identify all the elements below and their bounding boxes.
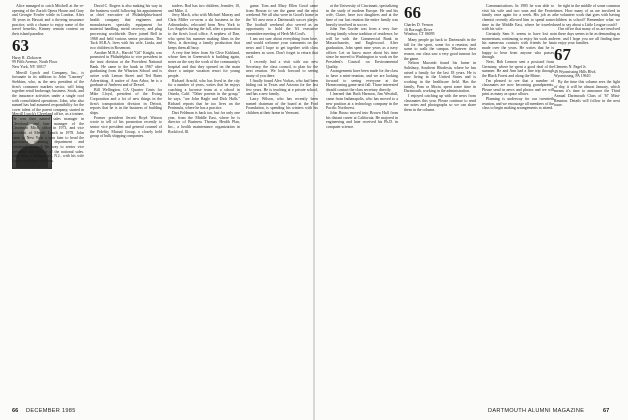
class-secretary-address: Charles D. Vernon 16 Borough Drive Windsor, CT 06095 [404,23,435,37]
column-8 [554,4,620,401]
class-year-heading: 67 [554,44,571,64]
column-paragraph: Communications. In 1985 he was able to visit his wife and two sons and the Ferrie family once again for a week. His job as a chemist recently allowed him to spend some time in the Middle East, where he traveled with his wife. [482,4,554,32]
left-issue-date: DECEMBER 1985 [26,408,76,414]
column-paragraph: game. Tom and Mary Ellen Good came from Boston to see the game and the next weekend. We all also were in Good's home in the '63 area near a Dartmouth soccer player. The football weekend also served as an opportunity to hold the '63 executive committee meeting of Herb McCord's. [246,4,318,36]
column-paragraph: I enjoyed catching up with the news from classmates this year. Please continue to send me notes and photographs so we can share them in the column. [404,93,476,112]
column-5 [326,4,398,401]
column-paragraph: traders. Rod has two children, Jennifer, 10, and Mike, 4. [168,4,240,13]
column-paragraph: Planning is underway for our twentieth reunion, and we encourage all members of the class to begin making arrangements to attend. [482,97,554,111]
right-page-number: 67 [603,408,610,414]
column-paragraph: at the University of Cincinnati, specializing in the study of modern Europe. He and his wife, Claire, have two daughters and at the time of our last reunion the entire family was heavily involved in soccer. [326,4,398,27]
column-paragraph: John Russo moved into Brown Hall from his distant career at California. He majored in engineering and later received his Ph.D. in computer science. [326,111,398,130]
column-paragraph: I finally found Alex Vorkas, who had been hiding out in Texas and Arizona for the last few years. He is teaching at a private school, and has a new family. [246,78,318,97]
class-year-heading: 66 [404,4,421,22]
column-paragraph: Next, Bob Lennon sent a postcard from Germany, where he spent a good deal of the summer. He and Ann had a fine trip through the Black Forest and along the Rhine. [482,59,554,78]
column-paragraph: Dart Feldman is back too, but for only one year, from the Middle East, where he is director of Business Thomas Health Plan, Inc., a health maintenance organization in Rockford, Ill. [168,111,240,134]
column-paragraph: Bill Wellington, CA Quarter Cents for Mike Lloyd, president of the Ewing Corporation and a lot of new things in the firm's transportation division in Detroit, reports that he is in the business of building ships. [90,87,162,116]
column-paragraph: Arrangements have been made for the class to have a mini-reunion, and we are looking forward to seeing everyone at the Homecoming game next fall. Those interested should contact the class secretary directly. [326,69,398,92]
column-paragraph: I'm pleased to see that a number of classmates are now becoming grandparents. Please send in news and photos and we will print as many as space allows. [482,78,554,97]
class-secretary-address: Harry R. Zlokower 99 Fifth Avenue, North Floor New York, NY 10017 [12,55,58,69]
column-4 [246,4,318,401]
column-1 [12,4,84,401]
column-paragraph: Alice managed to catch Mitchell at the re-opening of the Zurich Opera House and Gary and Georgie Fowler while in London. After 36 years in Hawaii and a thriving insurance practice, with a chance to enjoy some of the travel benefits, Kinney remain content on their island paradise. [12,4,84,36]
column-paragraph: Richard Arnold, who has lived in the city for a number of years, writes that he enjoys coaching a lacrosse team at a school in Orinda, Calif. "Other parents in the group," he says, "are John Ragle and Dick Halls." Richard reports that he too lives on the Peninsula, where he has a practice. [168,78,240,111]
column-6 [404,4,476,401]
left-page-number: 66 [12,408,19,414]
column-paragraph: By the time this column sees the light of day, it will be almost January, which means it's time to announce the Third Annual Dartmouth Class of '67 Mini-Reunion. Details will follow in the next issue. [554,79,620,108]
column-paragraph: Nelson Macomb found his home in Salisbury, Southern Rhodesia, where he has raised a family for the last 18 years. He is now living in the United States and is working in the healthcare field. Has the family, Pam or Moria, spent some time in Dartmouth, working in the administration. [404,61,476,94]
column-paragraph: Certainly Sam S. seems to have lost no momentum, continuing to enjoy his work and his numerous contacts with friends he has made over the years. He writes that he is happy to hear from anyone who passes through. [482,31,554,60]
column-paragraph: I am not sure about everything from here, and would welcome your comments on the news and I hope to get together with class members as soon. Don't forget to return that card. [246,36,318,60]
column-paragraph: Former president Jerrett Boyd Watson wrote to tell of his promotion recently to senior vice president and general counsel of the Fidelity Mutual Group, a closely held group of bulk shipping companies. [90,115,162,139]
column-paragraph: I learned that Ruth Harmon, Jim Westfall, came from Indianapolis, who has moved to a new position at a technology company in the Pacific Northwest. [326,92,398,111]
column-paragraph: Merrill Lynch and Company, Inc., is fortunate in its addition to John "Laurney" Stebbins, who, as the new president of the firm's consumer markets sector, will bring together retail brokerage, business. Stock, and the insurance activities under a single roof with consolidated operations. John, who also named has had assumed responsibility for the cover talent of the parent company, started in Merrill Lynch's Cleveland office, as a trainee. He was then named sales manager in Cleveland, and later manager of the Cincinnati Mich. office in 1973, and vice president of Merrill Lynch in 1978. John came to New York a year later to head the operations planning department and continued to work his way to senior vice president and director of the national sales. John lives in Ridgewood, N.J., with his wife Louise, and three children. [12,70,84,164]
column-paragraph: be right in the middle of some common times. How many of us are involved in the volunteer work that goes with having children in school? Remember what we used to say about a Little League coach? [554,4,620,27]
column-paragraph: Larry Wilson, who has recently been named chairman of the board at the Ford Foundation, is spending his winters with his children at their home in Vermont. [246,97,318,116]
column-paragraph: Many people go back to Dartmouth in the fall for the sport, some for a reunion, and some to walk the campus. Whatever their reason, our class saw a very good turnout for the game. [404,37,476,61]
column-paragraph: A very fine letter from Sir Clive Kirkland, whose firm in Greenwich is building again, notes on the way the work of the community's hospital and that they opened on the main shore a unique vacation resort for young people. [168,50,240,78]
column-paragraph: Our office that many of us are involved in these days seems to be as demanding as ever, and I hope you are all finding time to enjoy your families. [554,27,620,46]
right-magazine-name: DARTMOUTH ALUMNI MAGAZINE [488,408,585,414]
class-secretary-address: Clemens N. Pagel Jr. 49 Wyomissing Hills Blvd. Wyomissing, PA 19610 [554,64,597,79]
class-year-heading: 63 [12,35,29,55]
column-paragraph: Another M.B.A., Harold "Gil" Knight, was promoted in Philadelphia to vice president in the trust division at the Provident National Bank. He came to the bank in 1967 after graduating from the Wharton School and is active with Lemon Street and Ted Bates Advertising. A native of Ann Arbor, he is a graduate of Amherst and of Drexel. [90,50,162,88]
column-paragraph: David C. Rogers is also making his way in the business world following his appointment as chief executive of Philadelphia-based health company that engineers and manufactures specialty equipment for material handling, metal recovery, and plug processing worldwide. Dave joined Bell in 1968 and held various senior positions. The Tuck M.B.A. lives with his wife, Linda, and two children in Rosemont. [90,4,162,50]
column-7 [482,4,554,401]
column-paragraph: I recently had a visit with our new Secretary, the class council, to plan for the next reunion. We look forward to seeing many of you there. [246,59,318,78]
column-2 [90,4,162,401]
column-paragraph: Jerry Mach, who with Michael Murray and Chris Miller co-owns a ski business in the Adirondacks, relocated from New York to Los Angeles during the fall, after a promotion to the firm's local office. A nephew of Dan, who spent his summer making films in the West, is directing a family production that keeps them all busy. [168,13,240,50]
column-paragraph: John Van Gorder was from a very fun-loving family whose tradition of residence, he will be with the Commercial Bank in Massachusetts, and Englewood. After graduation, John spent nine years as a navy officer. Let us know more about his time since he moved to Washington to work on the President's Council on Environmental Quality. [326,27,398,69]
column-3 [168,4,240,401]
